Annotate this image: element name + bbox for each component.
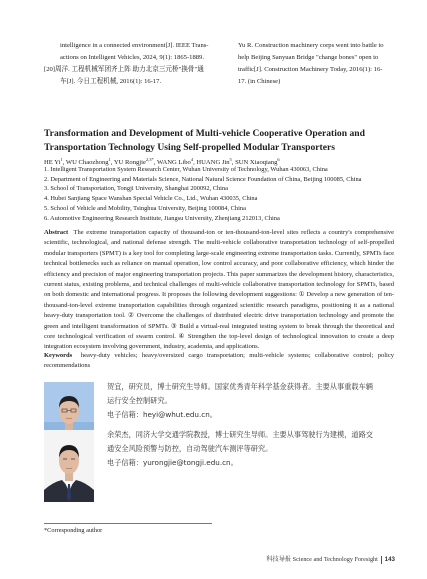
article-title: Transformation and Development of Multi-vehicle Cooperative Operation and Transportation Technology Using Self-propelled Modular Transporters bbox=[44, 128, 365, 153]
reference-19-continuation bbox=[44, 40, 220, 64]
keywords bbox=[44, 351, 394, 372]
reference-line: Yu R. Construction machinery corps went into battle to bbox=[238, 42, 384, 49]
reference-number: [20] bbox=[44, 66, 55, 73]
reference-line: actions on Intelligent Vehicles, 2024, 9(1): 1865-1889. bbox=[60, 54, 204, 61]
reference-line: 车[J]. 今日工程机械, 2016(1): 16-17. bbox=[60, 78, 162, 85]
author-bio-yu-rongjie bbox=[107, 428, 393, 470]
page-footer bbox=[260, 554, 395, 564]
bio-email: 电子信箱：heyi@whut.edu.cn。 bbox=[107, 410, 217, 419]
references-right-column bbox=[238, 40, 388, 88]
bio-line: 运行安全控制研究。 bbox=[107, 396, 172, 405]
author-list: HE Yi$^1$, WU Chaozhong$^1$, YU Rongjie$^{2,3*}$, WANG Libo$^4$, HUANG Jin$^5$, SUN Xiaoqiang$^6$ bbox=[44, 157, 280, 167]
footnote-divider bbox=[44, 523, 212, 524]
footer-separator bbox=[381, 556, 382, 564]
reference-line: 周洋. 工程机械军团齐上阵 助力北京三元桥"换骨"通 bbox=[55, 66, 204, 73]
affiliation-item: 5. School of Vehicle and Mobility, Tsinghua University, Beijing 100084, China bbox=[44, 204, 246, 212]
abstract-text: The extreme transportation capacity of thousand-ton or ten-thousand-ton-level sites reflects a country's comprehensive scientific, technological, and national defense strength. The multi-vehicle collaborative transportation technology of self-propelled modular transporters (SPMT) is a key tool for completing large-scale engineering extreme transportation tasks. Currently, SPMTs face technical bottlenecks such as reliance on manual operation, low control accuracy, and poor collaborative efficiency, which hinder the efficiency and precision of major engineering transportation projects. This paper summarizes the development history, characteristics, current status, existing problems, and technical challenges of multi-vehicle collaborative transportation technology for SPMTs, based on both domestic and international progress. It proposes the following development suggestions: ① Develop a new generation of ten-thousand-ton-level extreme transportation capabilities through organized scientific research paradigms, positioning it as a national heavy-duty transportation tool. ② Overcome the challenges of distributed electric drive transportation technology and promote the green and intelligent transformation of SPMTs. ③ Build a virtual-real integrated testing system to break through the theoretical and core technological verification of swarm control. ④ Strengthen the top-level design of technological innovation to create a deep integration ecosystem involving government, industry, academia, and applications. bbox=[44, 229, 395, 351]
journal-name: 科技导报 Science and Technology Foresight bbox=[266, 556, 378, 563]
reference-line: help Beijing Sanyuan Bridge "change bones" open to bbox=[238, 54, 379, 61]
reference-20 bbox=[44, 64, 220, 88]
affiliation-item: 2. Department of Engineering and Materials Science, National Natural Science Foundation of China, Beijing 100085, China bbox=[44, 175, 362, 183]
affiliation-item: 4. Hubei Sanjiang Space Wanshan Special Vehicle Co., Ltd., Wuhan 430035, China bbox=[44, 195, 258, 203]
abstract-label: Abstract bbox=[44, 229, 69, 236]
author-bio-he-yi bbox=[107, 380, 393, 422]
affiliations bbox=[44, 165, 394, 223]
bio-line: 通安全风险预警与防控，自动驾驶汽车测评等研究。 bbox=[107, 444, 273, 453]
bio-line: 贺宜，研究员，博士研究生导师。国家优秀青年科学基金获得者。主要从事重载车辆 bbox=[107, 382, 373, 391]
author-photo-yu-rongjie bbox=[44, 430, 94, 502]
page-number: 143 bbox=[384, 556, 395, 563]
bio-line: 余荣杰，同济大学交通学院教授，博士研究生导师。主要从事驾驶行为建模，道路交 bbox=[107, 430, 373, 439]
reference-line: traffic[J]. Construction Machinery Today, 2016(1): 16- bbox=[238, 66, 383, 73]
keywords-text: heavy-duty vehicles; heavy/oversized cargo transportation; multi-vehicle systems; collaborative control; policy recommendations bbox=[44, 352, 394, 370]
keywords-label: Keywords bbox=[44, 352, 73, 359]
affiliation-item: 1. Intelligent Transportation System Research Center, Wuhan University of Technology, Wuhan 430063, China bbox=[44, 166, 328, 173]
reference-line: 17. (in Chinese) bbox=[238, 78, 281, 85]
bio-email: 电子信箱：yurongjie@tongji.edu.cn。 bbox=[107, 458, 238, 467]
affiliation-item: 3. School of Transportation, Tongji University, Shanghai 200092, China bbox=[44, 185, 228, 193]
reference-line: intelligence in a connected environment[J]. IEEE Trans- bbox=[60, 42, 209, 49]
corresponding-author-footnote: *Corresponding author bbox=[44, 527, 103, 534]
author-portrait-image bbox=[44, 430, 94, 502]
abstract bbox=[44, 228, 394, 353]
references-left-column bbox=[44, 40, 220, 88]
affiliation-item: 6. Automotive Engineering Research Institute, Jiangsu University, Zhenjiang 212013, China bbox=[44, 214, 280, 222]
